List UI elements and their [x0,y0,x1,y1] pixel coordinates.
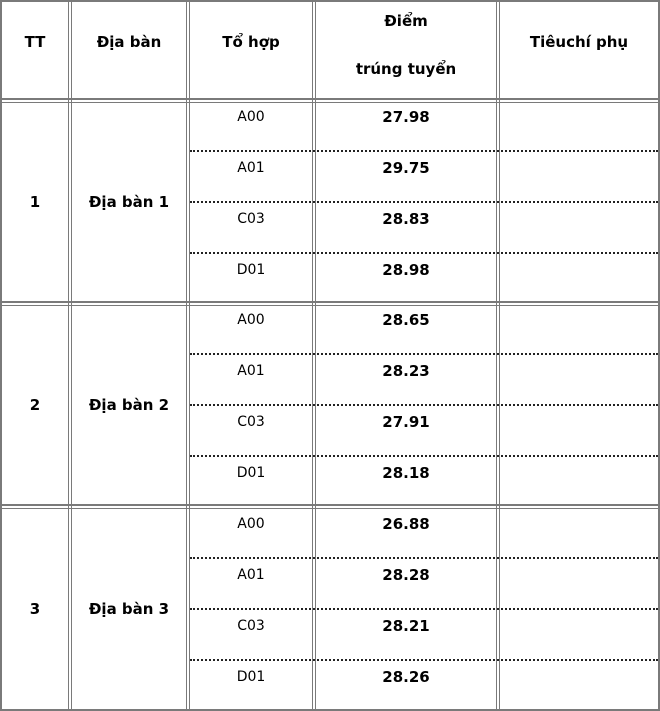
row-separator [190,455,658,457]
header-to-hop: Tổ hợp [222,33,280,51]
group-tt: 3 [29,600,41,618]
row-diem: 27.98 [382,108,430,126]
header-tt: TT [24,33,46,51]
column-divider-1 [68,0,69,711]
row-to-hop: C03 [237,618,265,634]
row-separator [190,353,658,355]
row-to-hop: A00 [237,109,265,125]
row-separator [190,659,658,661]
row-to-hop: A00 [237,516,265,532]
row-diem: 27.91 [382,413,430,431]
row-diem: 28.83 [382,210,430,228]
row-to-hop: A00 [237,312,265,328]
row-diem: 29.75 [382,159,430,177]
header-diem [316,0,496,90]
row-to-hop: C03 [237,414,265,430]
header-diem-line1: Điểm [384,12,428,30]
column-divider-3 [312,0,313,711]
group-1-border-bottom [0,301,660,303]
row-diem: 28.26 [382,668,430,686]
column-divider-4 [496,0,497,711]
row-diem: 28.21 [382,617,430,635]
group-2-border-bottom [0,504,660,506]
header-tieu-chi: Tiêuchí phụ [529,33,629,51]
group-tt: 2 [29,396,41,414]
group-tt: 1 [29,193,41,211]
row-to-hop: A01 [237,567,265,583]
row-to-hop: D01 [236,669,266,685]
row-separator [190,252,658,254]
column-divider-2 [186,0,187,711]
row-diem: 28.65 [382,311,430,329]
row-to-hop: A01 [237,363,265,379]
row-to-hop: A01 [237,160,265,176]
header-dia-ban: Địa bàn [96,33,162,51]
group-dia-ban: Địa bàn 2 [88,396,170,414]
row-to-hop: D01 [236,262,266,278]
row-separator [190,557,658,559]
header-border-bottom [0,98,660,100]
row-to-hop: C03 [237,211,265,227]
group-dia-ban: Địa bàn 1 [88,193,170,211]
row-diem: 28.23 [382,362,430,380]
group-dia-ban: Địa bàn 3 [88,600,170,618]
row-to-hop: D01 [236,465,266,481]
row-diem: 28.28 [382,566,430,584]
row-separator [190,608,658,610]
row-separator [190,150,658,152]
row-diem: 26.88 [382,515,430,533]
row-diem: 28.18 [382,464,430,482]
row-separator [190,201,658,203]
column-divider-4b [499,0,500,711]
row-separator [190,404,658,406]
header-diem-line2: trúng tuyển [355,60,457,78]
row-diem: 28.98 [382,261,430,279]
